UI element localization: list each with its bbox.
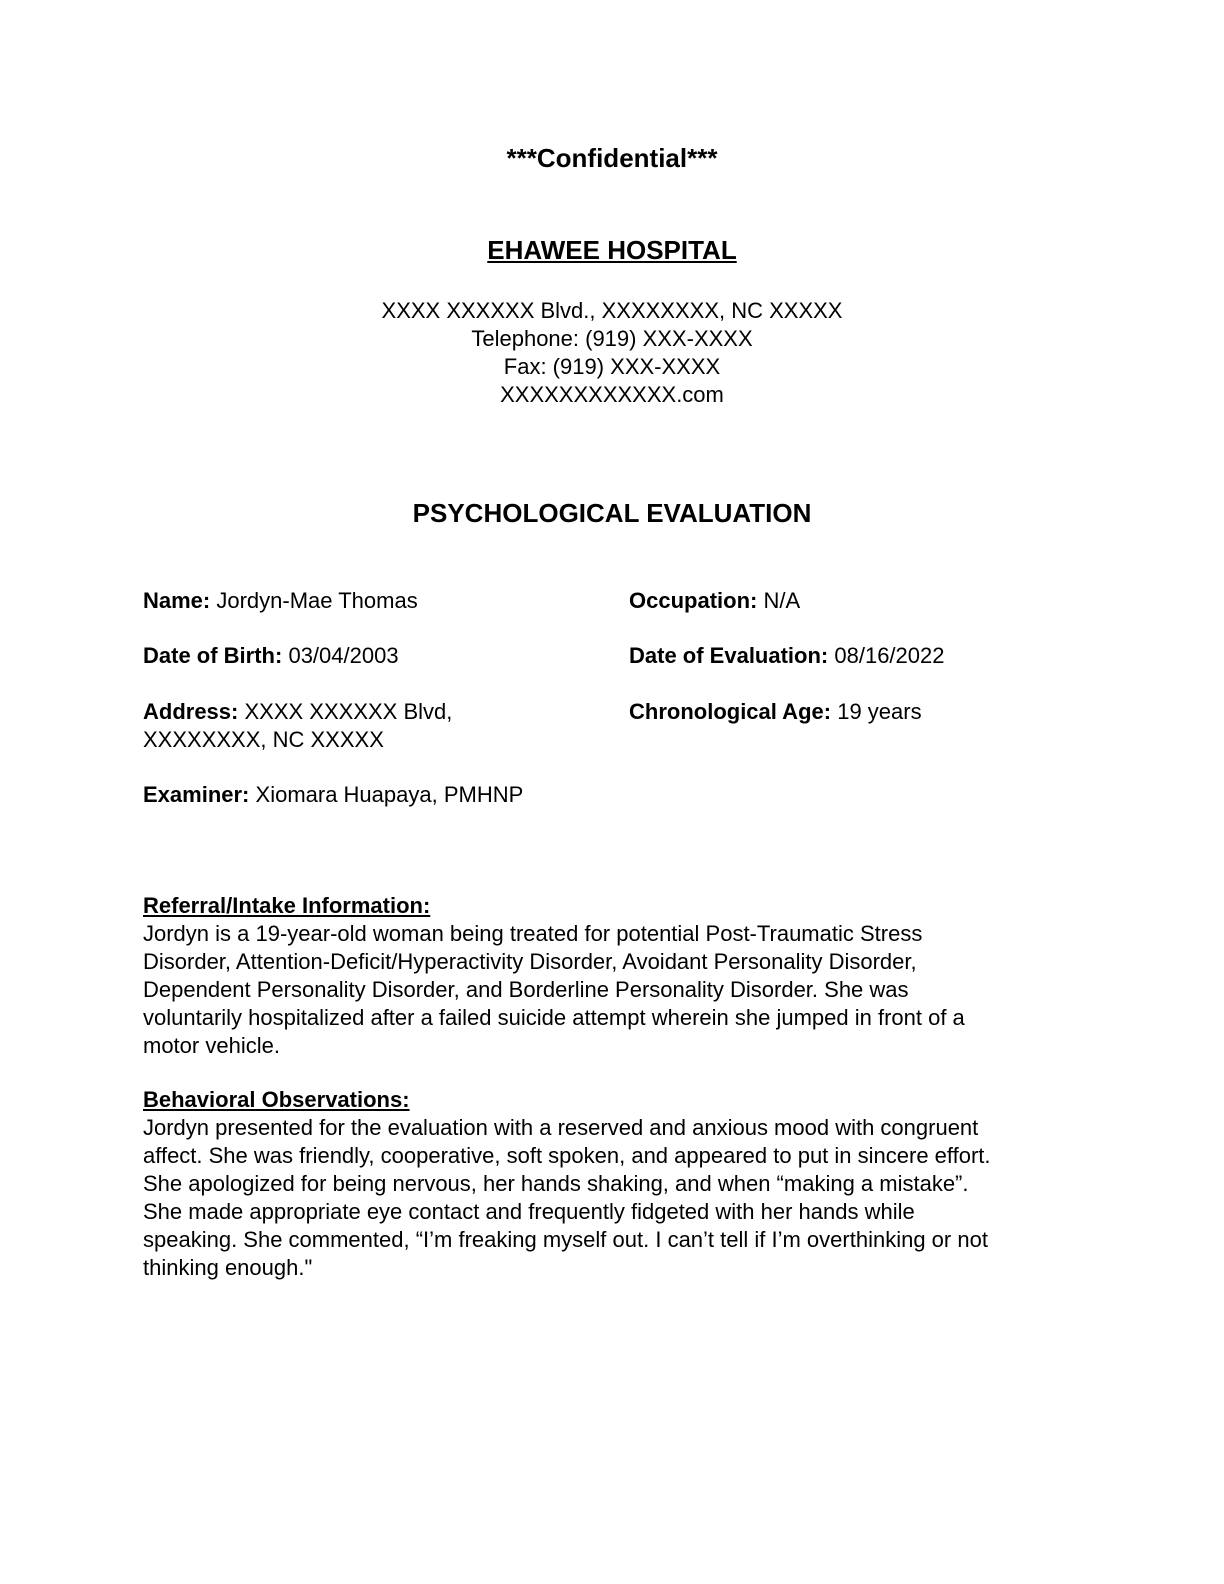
field-dob-label: Date of Birth: [143, 643, 283, 668]
field-chronological-age [629, 698, 1089, 726]
section-behavioral-body [143, 1114, 1073, 1282]
field-address-label: Address: [143, 699, 239, 724]
paragraph-line: Jordyn presented for the evaluation with a reserved and anxious mood with congruent [143, 1115, 979, 1140]
field-name-value: Jordyn-Mae Thomas [216, 588, 418, 613]
section-referral [143, 892, 1073, 1060]
paragraph-line: Jordyn is a 19-year-old woman being treated for potential Post-Traumatic Stress [143, 921, 923, 946]
hospital-fax: Fax: (919) XXX-XXXX [503, 354, 721, 379]
field-name-label: Name: [143, 588, 211, 613]
paragraph-line: She made appropriate eye contact and frequently fidgeted with her hands while [143, 1199, 915, 1224]
field-examiner [143, 781, 583, 809]
paragraph-line: Dependent Personality Disorder, and Borderline Personality Disorder. She was [143, 977, 909, 1002]
field-dob [143, 642, 583, 670]
section-referral-heading: Referral/Intake Information: [143, 893, 431, 918]
field-occupation-label: Occupation: [629, 588, 758, 613]
field-date-of-evaluation [629, 642, 1089, 670]
section-behavioral [143, 1086, 1073, 1282]
paragraph-line: voluntarily hospitalized after a failed suicide attempt wherein she jumped in front of a [143, 1005, 965, 1030]
hospital-name: EHAWEE HOSPITAL [487, 235, 737, 265]
field-occupation-value: N/A [763, 588, 801, 613]
paragraph-line: She apologized for being nervous, her hands shaking, and when “making a mistake”. [143, 1171, 969, 1196]
paragraph-line: affect. She was friendly, cooperative, soft spoken, and appeared to put in sincere effort. [143, 1143, 991, 1168]
field-address-value-line1: XXXX XXXXXX Blvd, [244, 699, 453, 724]
hospital-address: XXXX XXXXXX Blvd., XXXXXXXX, NC XXXXX [381, 298, 843, 323]
paragraph-line: Disorder, Attention-Deficit/Hyperactivity Disorder, Avoidant Personality Disorder, [143, 949, 917, 974]
field-doe-label: Date of Evaluation: [629, 643, 829, 668]
field-age-label: Chronological Age: [629, 699, 832, 724]
paragraph-line: speaking. She commented, “I’m freaking myself out. I can’t tell if I’m overthinking or not [143, 1227, 988, 1252]
paragraph-line: motor vehicle. [143, 1033, 280, 1058]
section-behavioral-heading: Behavioral Observations: [143, 1087, 410, 1112]
confidential-banner: ***Confidential*** [506, 143, 718, 173]
field-examiner-value: Xiomara Huapaya, PMHNP [255, 782, 524, 807]
hospital-telephone: Telephone: (919) XXX-XXXX [471, 326, 753, 351]
paragraph-line: thinking enough." [143, 1255, 313, 1280]
section-referral-body [143, 920, 1073, 1060]
field-occupation [629, 587, 1089, 615]
field-address-value-line2: XXXXXXXX, NC XXXXX [143, 727, 384, 752]
field-name [143, 587, 583, 615]
document-title: PSYCHOLOGICAL EVALUATION [412, 498, 812, 528]
field-dob-value: 03/04/2003 [288, 643, 399, 668]
field-examiner-label: Examiner: [143, 782, 250, 807]
field-age-value: 19 years [837, 699, 922, 724]
hospital-contact-block [0, 297, 1224, 409]
hospital-website: XXXXXXXXXXXX.com [500, 382, 724, 407]
field-doe-value: 08/16/2022 [834, 643, 945, 668]
field-address [143, 698, 583, 754]
